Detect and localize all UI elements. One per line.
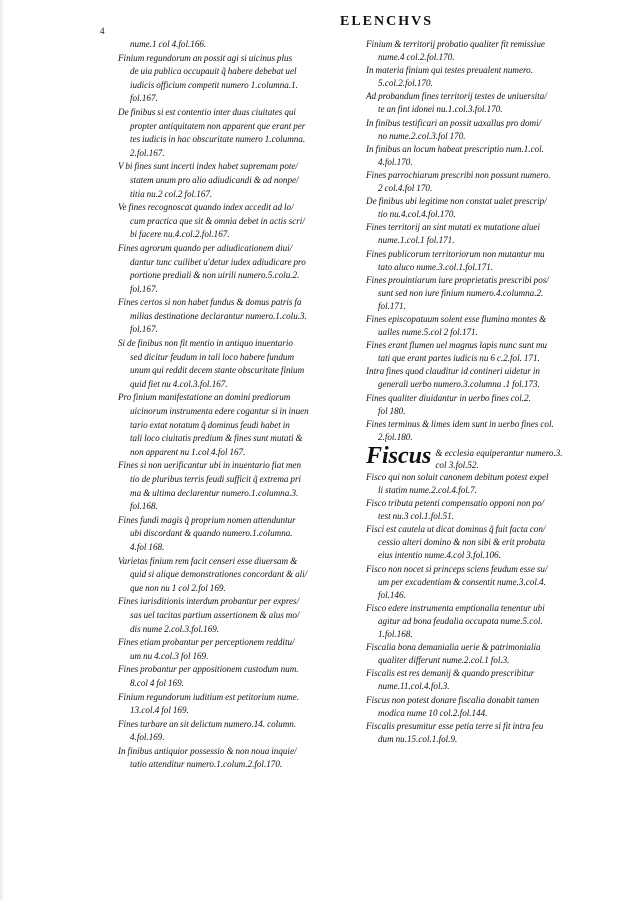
index-entry: Fines si non uerificantur ubi in inuentario fiat men tio de pluribus terris feudi sufficit q̃ extrema pri ma & ultima declarentur numero.1.columna.3. fol.168. [118, 460, 302, 512]
right-column-fiscus-entries [366, 471, 614, 746]
index-entry: Intra fines quod clauditur id contineri uidetur in generali uerbo numero.3.columna .1 fol.173. [366, 366, 540, 390]
index-entry: Si de finibus non fit mentio in antiquo inuentario sed dicitur feudum in tali loco habere fundum unum qui reddit decem stante obscuritate finium quid fiet nu 4.col.3.fol.167. [118, 338, 305, 389]
index-entry: Varietas finium rem facit censeri esse diuersam & quid si alique demonstrationes concordant & ali/ que non nu 1 col 2.fol 169. [118, 555, 308, 593]
index-entry: Fisci est cautela ut dicat dominus q̃ fuit facta con/ cessio alteri domino & non sibi & erit probata eius intentio nume.4.col 3.fol.106. [366, 524, 546, 561]
fiscus-heading-text: & ecclesia equiperantur numero.3. col 3.fol.52. [435, 447, 563, 470]
running-head: ELENCHVS [340, 14, 434, 29]
index-entry: Fiscalis est res demanij & quando prescribitur nume.11.col.4.fol.3. [366, 668, 535, 692]
fiscus-heading: Fiscus [366, 442, 432, 469]
index-entry: Fines episcopatuum solent esse flumina montes & ualles nume.5.col 2 fol.171. [366, 313, 547, 338]
index-entry: Finium regundorum iuditium est petitorium nume. 13.col.4 fol 169. [118, 691, 300, 716]
page-gutter-shadow [0, 0, 4, 900]
index-entry: Fines qualiter diuidantur in uerbo fines col.2. fol 180. [366, 392, 531, 416]
left-column [118, 38, 360, 772]
index-entry: Fines agrorum quando per adiudicationem diui/ dantur tunc cuilibet u'detur iudex adiudicare pro portione prediali & non uirili numero.5.colu.2. fol.167. [118, 242, 306, 294]
index-entry: In finibus antiquior possessio & non noua inquie/ tatio attenditur numero.1.colum.2.fol.170. [118, 745, 297, 770]
index-entry: Fines etiam probantur per perceptionem redditu/ um nu 4.col.3 fol 169. [118, 637, 295, 661]
right-column [366, 38, 614, 746]
right-column-entries [366, 38, 614, 444]
index-entry: Fiscalis presumitur esse petia terre si fit intra feu dum nu.15.col.1.fol.9. [366, 720, 544, 744]
page-mark: 4 [100, 26, 105, 36]
index-entry: Ve fines recognoscat quando index accedit ad lo/ cum practica que sit & omnia debet in actis scri/ bi facere nu.4.col.2.fol.167. [118, 202, 305, 240]
index-entry: Fines probantur per appositionem custodum num. 8.col 4 fol 169. [118, 664, 299, 688]
index-entry: Fisco edere instrumenta emptionalia tenentur ubi agitur ad bona feudalia occupata nume.5.col. 1.fol.168. [366, 602, 545, 640]
index-entry: In finibus testificari an possit uaxallus pro domi/ no nume.2.col.3.fol 170. [366, 117, 542, 141]
index-entry: Finium & territorij probatio qualiter fit remissiue nume.4 col.2.fol.170. [366, 39, 545, 63]
index-entry: Ad probandum fines territorij testes de uniuersita/ te an fint idonei nu.1.col.3.fol.170. [366, 91, 547, 115]
index-entry: Fines turbare an sit delictum numero.14. column. 4.fol.169. [118, 718, 297, 743]
fiscus-heading-block [366, 442, 614, 471]
index-entry: Fines fundi magis q̃ proprium nomen attenduntur ubi discordant & quando numero.1.columna. 4.fol 168. [118, 514, 296, 552]
index-entry: De finibus si est contentio inter duas ciuitates qui propter antiquitatem non apparent que erant per tes iudicis in hac obscuritate numero 1.columna. 2.fol.167. [118, 106, 306, 158]
index-entry: Fines parrochiarum prescribi non possunt numero. 2 col.4.fol 170. [366, 169, 551, 194]
index-entry: Fines erant flumen uel magnus lapis nunc sunt mu tati que erant partes iudicis nu 6 c.2.fol. 171. [366, 340, 547, 364]
index-entry: V bi fines sunt incerti index habet supremam pote/ statem unum pro alio adiudicandi & ad nonpe/ titia nu.2 col.2 fol.167. [118, 161, 299, 199]
index-entry: Fines iurisditionis interdum probantur per expres/ sas uel tacitas partium assertionem & alus mo/ dis nume 2.col.3.fol.169. [118, 596, 300, 634]
index-entry: Finium regundorum an possit agi si uicinus plus de uia publica occupauit q̃ habere debebat uel iudicis officium competit numero 1.columna.1. fol.167. [118, 52, 298, 104]
index-entry: Fines prouintiarum iure proprietatis prescribi pos/ sunt sed non iure finium numero.4.columna.2. fol.171. [366, 274, 549, 311]
index-entry: Fines terminus & limes idem sunt in uerbo fines col. 2.fol.180. [366, 418, 554, 442]
index-entry: Pro finium manifestatione an domini prediorum uicinorum instrumenta edere cogantur si in inuen tario extat notatum q̃ dominus feudi habet in tali loco ciuitatis predium & fines sunt mutati & non apparent nu 1.col 4.fol 167. [118, 392, 309, 457]
index-entry: Fisco non nocet si princeps sciens feudum esse su/ um per excadentiam & consentit nume.3.col.4. fol.146. [366, 563, 548, 600]
index-entry: nume.1 col 4.fol.166. [130, 39, 207, 49]
index-entry: Fisco qui non soluit canonem debitum potest expel li statim nume.2.col.4.fol.7. [366, 471, 549, 495]
index-entry: In materia finium qui testes preualent numero. 5.col.2.fol.170. [366, 65, 534, 89]
index-entry: Fines territorij an sint mutati ex mutatione aluei nume.1.col.1 fol.171. [366, 222, 540, 246]
index-entry: Fines certos si non habet fundus & domus patris fa milias destinatione declarantur numero.1.colu.3. fol.167. [118, 297, 307, 335]
index-entry: Fiscalia bona demanialia uerie & patrimonialia qualiter differunt nume.2.col.1 fol.3. [366, 642, 541, 666]
index-entry: In finibus an locum habeat prescriptio num.1.col. 4.fol.170. [366, 143, 544, 167]
index-entry: Fines publicorum territoriorum non mutantur mu tato aluco nume.3.col.1.fol.171. [366, 248, 545, 272]
index-entry: Fiscus non potest donare fiscalia donabit tamen modica nume 10 col.2.fol.144. [366, 694, 540, 718]
index-entry: Fisco tributa petenti compensatio opponi non po/ test nu.3 col.1.fol.51. [366, 498, 545, 522]
index-entry: De finibus ubi legitime non constat ualet prescrip/ tio nu.4.col.4.fol.170. [366, 196, 547, 220]
